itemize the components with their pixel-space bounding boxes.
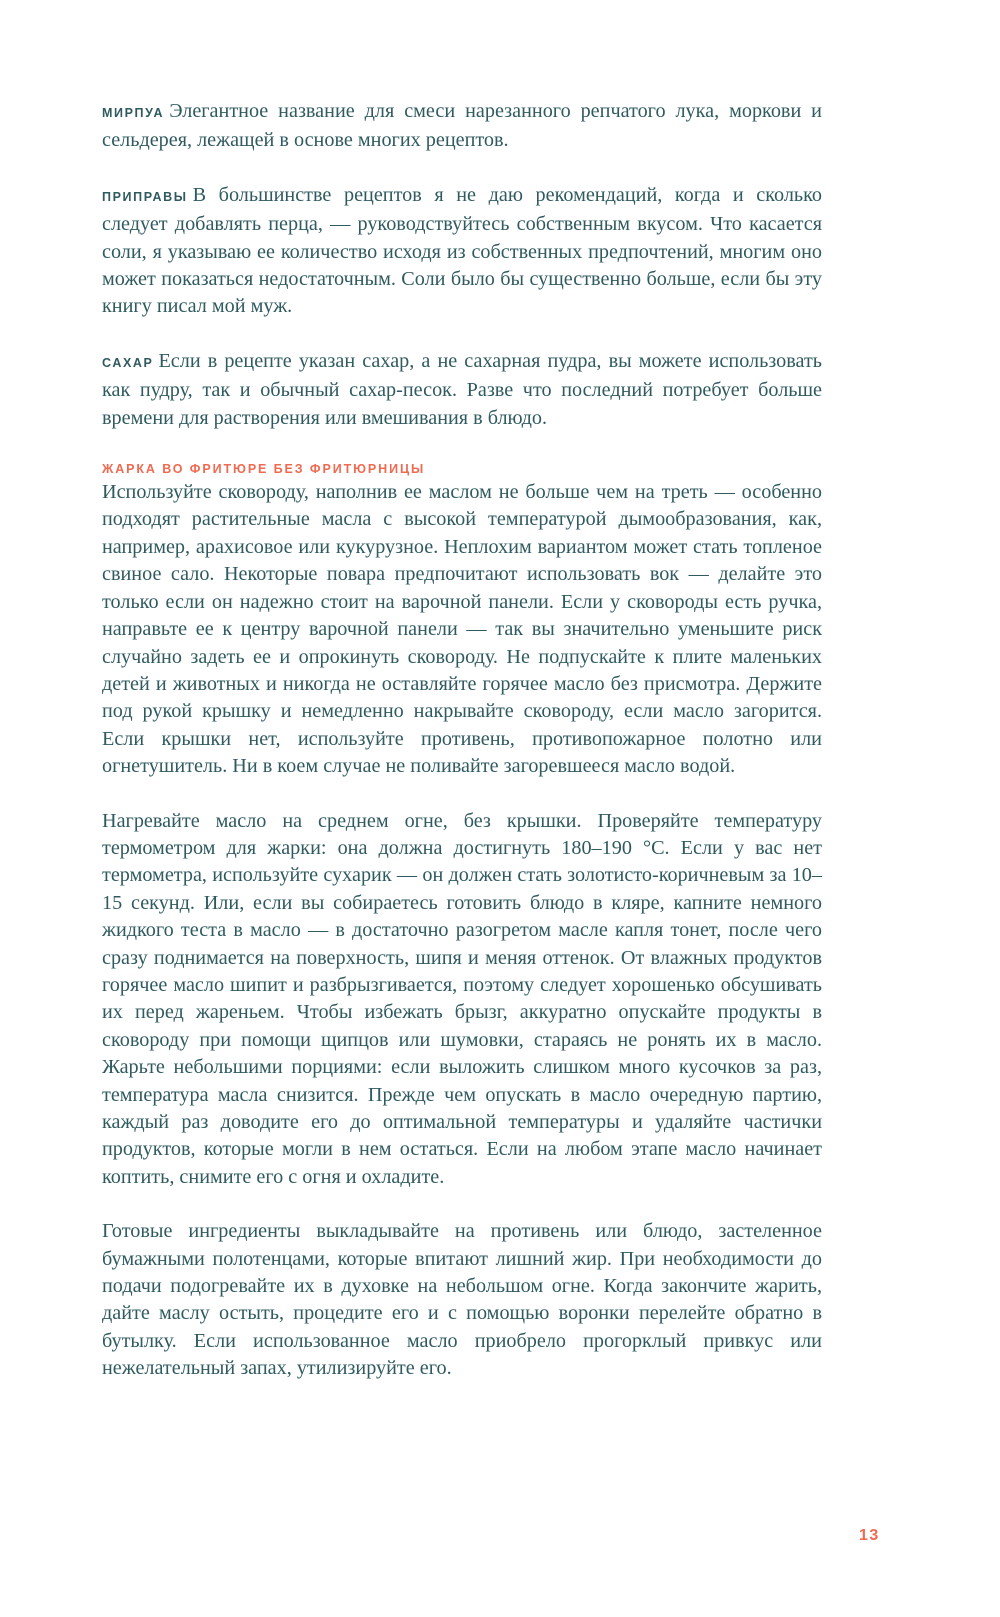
section-body (102, 479, 822, 1383)
glossary-term: САХАР (102, 355, 154, 370)
section-paragraph: Готовые ингредиенты выкладывайте на противень или блюдо, застеленное бумажными полотенцами, которые впитают лишний жир. При необходимости до подачи подогревайте их в духовке на небольшом огне. Когда закончите жарить, дайте маслу остыть, процедите его и с помощью воронки перелейте обратно в бутылку. Если использованное масло приобрело прогорклый привкус или нежелательный запах, утилизируйте его. (102, 1220, 822, 1380)
glossary-entry-sugar (102, 348, 822, 432)
glossary-definition: Если в рецепте указан сахар, а не сахарная пудра, вы можете использовать как пудру, так и обычный сахар-песок. Разве что последний потребует больше времени для растворения или вмешивания в блюдо. (102, 349, 822, 429)
glossary-entry-mirpoix (102, 98, 822, 155)
page-number: 13 (859, 1527, 880, 1544)
glossary-definition: Элегантное название для смеси нарезанного репчатого лука, моркови и сельдерея, лежащей в основе многих рецептов. (102, 100, 822, 152)
glossary-entry-seasoning (102, 182, 822, 321)
section-paragraph: Нагревайте масло на среднем огне, без крышки. Проверяйте температуру термометром для жарки: она должна достигнуть 180–190 °С. Если у вас нет термометра, используйте сухарик — он должен стать золотисто-коричневым за 10–15 секунд. Или, если вы собираетесь готовить блюдо в кляре, капните немного жидкого теста в масло — в достаточно разогретом масле капля тонет, после чего сразу поднимается на поверхность, шипя и меняя оттенок. От влажных продуктов горячее масло шипит и разбрызгивается, поэтому следует хорошенько обсушивать их перед жареньем. Чтобы избежать брызг, аккуратно опускайте продукты в сковороду при помощи щипцов или шумовки, стараясь не ронять их в масло. Жарьте небольшими порциями: если выложить слишком много кусочков за раз, температура масла снизится. Прежде чем опускать в масло очередную партию, каждый раз доводите его до оптимальной температуры и удаляйте частички продуктов, которые могли в нем остаться. Если на любом этапе масло начинает коптить, снимите его с огня и охладите. (102, 809, 822, 1188)
page-content (102, 98, 822, 1410)
glossary-term: ПРИПРАВЫ (102, 189, 188, 204)
glossary-definition: В большинстве рецептов я не даю рекомендаций, когда и сколько следует добавлять перца, — руководствуйтесь собственным вкусом. Что касается соли, я указываю ее количество исходя из собственных предпочтений, многим оно может показаться недостаточным. Соли было бы существенно больше, если бы эту книгу писал мой муж. (102, 183, 822, 318)
section-paragraph: Используйте сковороду, наполнив ее маслом не больше чем на треть — особенно подходят растительные масла с высокой температурой дымообразования, как, например, арахисовое или кукурузное. Неплохим вариантом может стать топленое свиное сало. Некоторые повара предпочитают использовать вок — делайте это только если он надежно стоит на варочной панели. Если у сковороды есть ручка, направьте ее к центру варочной панели — так вы значительно уменьшите риск случайно задеть ее и опрокинуть сковороду. Не подпускайте к плите маленьких детей и животных и никогда не оставляйте горячее масло без присмотра. Держите под рукой крышку и немедленно накрывайте сковороду, если масло загорится. Если крышки нет, используйте противень, противопожарное полотно или огнетушитель. Ни в коем случае не поливайте загоревшееся масло водой. (102, 481, 822, 778)
section-heading: ЖАРКА ВО ФРИТЮРЕ БЕЗ ФРИТЮРНИЦЫ (102, 462, 426, 477)
glossary-term: МИРПУА (102, 106, 165, 120)
